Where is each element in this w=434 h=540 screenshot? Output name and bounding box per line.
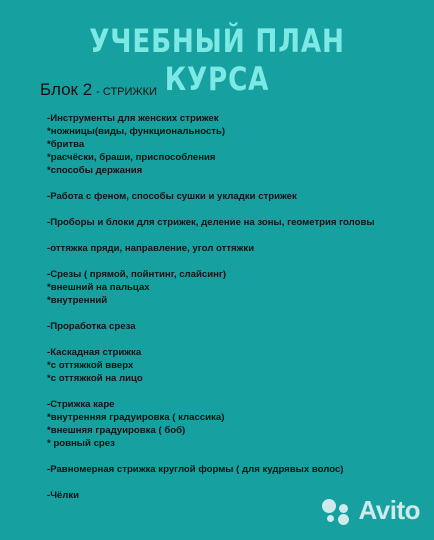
list-item: -Каскадная стрижка (47, 347, 142, 358)
watermark-text: Avito (358, 495, 420, 525)
list-item: *внешний на пальцах (47, 282, 150, 293)
list-item: *с оттяжкой на лицо (47, 373, 143, 384)
list-item: *с оттяжкой вверх (47, 360, 134, 371)
list-item: -оттяжка пряди, направление, угол оттяжки (47, 243, 255, 254)
list-item: *ножницы(виды, функциональность) (47, 126, 226, 137)
list-item: -Проработка среза (47, 321, 136, 332)
block-heading (40, 80, 157, 100)
block-name: Блок 2 (40, 80, 93, 99)
curriculum-list (47, 112, 417, 502)
block-subtitle: - СТРИЖКИ (96, 86, 157, 98)
list-item: -Чёлки (47, 490, 80, 501)
page-title: УЧЕБНЫЙ ПЛАН КУРСА (89, 22, 345, 98)
list-item: *внутренний (47, 295, 108, 306)
list-item: -Срезы ( прямой, пойнтинг, слайсинг) (47, 269, 227, 280)
list-item: * ровный срез (47, 438, 115, 449)
list-item: *внешняя градуировка ( боб) (47, 425, 186, 436)
list-item: -Инструменты для женских стрижек (47, 113, 219, 124)
list-item: -Стрижка каре (47, 399, 115, 410)
watermark (322, 495, 420, 526)
list-item: *расчёски, браши, приспособления (47, 152, 216, 163)
list-item: -Работа с феном, способы сушки и укладки стрижек (47, 191, 297, 202)
list-item: -Равномерная стрижка круглой формы ( для кудрявых волос) (47, 464, 344, 475)
list-item: *внутренняя градуировка ( классика) (47, 412, 225, 423)
list-item: *бритва (47, 139, 85, 150)
list-item: *способы держания (47, 165, 143, 176)
list-item: -Проборы и блоки для стрижек, деление на зоны, геометрия головы (47, 217, 375, 228)
avito-logo-icon (322, 498, 352, 524)
